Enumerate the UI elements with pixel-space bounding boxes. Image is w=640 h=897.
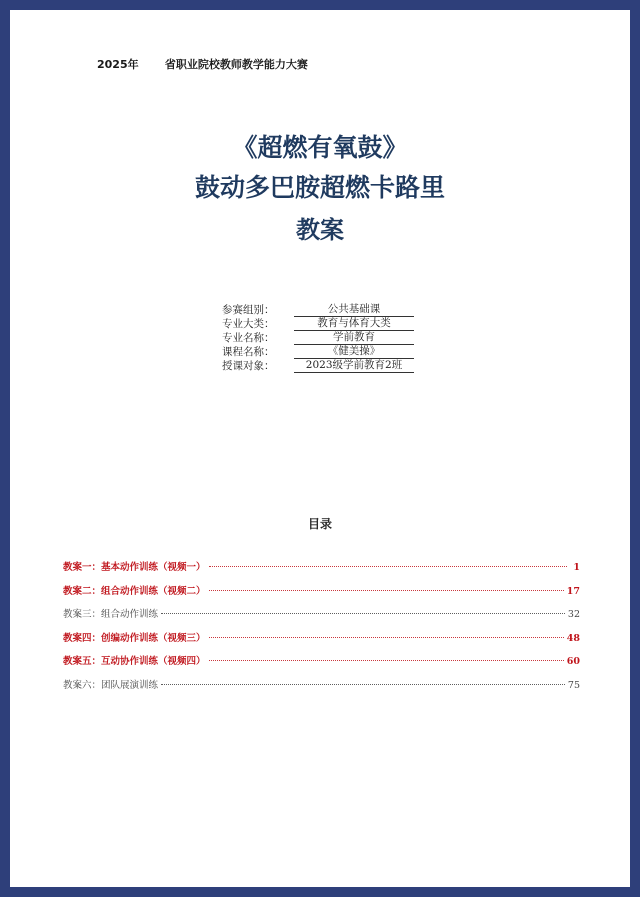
- table-of-contents: [63, 559, 580, 700]
- info-label: 授课对象：: [222, 360, 275, 372]
- toc-leader-dots: [209, 660, 564, 661]
- info-label: 课程名称：: [222, 346, 275, 358]
- info-row: [222, 303, 414, 317]
- info-block: [222, 303, 414, 373]
- toc-item[interactable]: [63, 653, 580, 677]
- toc-title: 目录: [307, 517, 332, 531]
- toc-item[interactable]: [63, 583, 580, 607]
- toc-leader-dots: [161, 684, 565, 685]
- info-value: 2023级学前教育2班: [294, 359, 414, 373]
- info-value: 《健美操》: [294, 345, 414, 359]
- info-value: 公共基础课: [294, 303, 414, 317]
- info-row: [222, 359, 414, 373]
- toc-item[interactable]: [63, 677, 580, 701]
- toc-item-page: 1: [573, 562, 580, 573]
- info-label: 专业名称：: [222, 332, 275, 344]
- info-value: 学前教育: [294, 331, 414, 345]
- header-year: 2025年: [97, 58, 139, 71]
- toc-leader-dots: [161, 613, 565, 614]
- toc-item-page: 60: [566, 656, 580, 667]
- title-line-2: 鼓动多巴胺超燃卡路里: [194, 173, 445, 202]
- page-header: [97, 56, 308, 72]
- toc-item-page: 75: [567, 679, 580, 691]
- toc-item-text: 教案三：组合动作训练: [63, 609, 159, 620]
- title-line-3: 教案: [296, 215, 344, 244]
- info-value: 教育与体育大类: [294, 317, 414, 331]
- info-row: [222, 317, 414, 331]
- toc-item-text: 教案五：互动协作训练（视频四）: [63, 656, 206, 667]
- title-line-1: 《超燃有氧鼓》: [232, 133, 408, 162]
- toc-item[interactable]: [63, 559, 580, 583]
- header-competition: 省职业院校教师教学能力大赛: [164, 58, 308, 71]
- toc-item[interactable]: [63, 630, 580, 654]
- toc-item-text: 教案四：创编动作训练（视频三）: [63, 632, 206, 644]
- toc-item-page: 32: [567, 609, 580, 620]
- toc-leader-dots: [209, 590, 564, 591]
- toc-leader-dots: [209, 566, 567, 567]
- toc-leader-dots: [209, 637, 564, 638]
- info-row: [222, 345, 414, 359]
- info-label: 参赛组别：: [222, 304, 275, 316]
- info-row: [222, 331, 414, 345]
- document-page: [10, 10, 630, 887]
- toc-item-page: 48: [566, 632, 580, 644]
- info-label: 专业大类：: [222, 318, 275, 330]
- toc-item[interactable]: [63, 606, 580, 630]
- toc-item-page: 17: [566, 585, 580, 597]
- toc-item-text: 教案二：组合动作训练（视频二）: [63, 585, 206, 597]
- toc-item-text: 教案一：基本动作训练（视频一）: [63, 562, 206, 573]
- toc-item-text: 教案六：团队展演训练: [63, 679, 159, 691]
